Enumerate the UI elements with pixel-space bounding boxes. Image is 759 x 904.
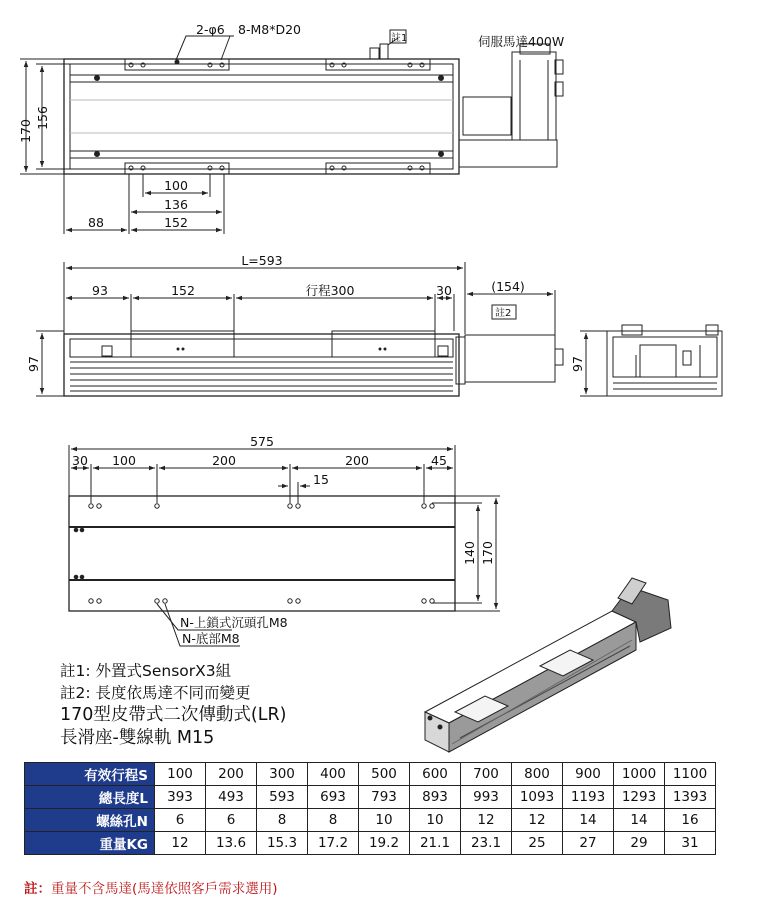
- note-2: 註2: 長度依馬達不同而變更: [60, 684, 251, 702]
- dim-156: 156: [35, 106, 50, 130]
- footnote: [24, 877, 278, 897]
- product-subtitle: 長滑座-雙線軌 M15: [60, 728, 215, 748]
- isometric-view: [425, 578, 671, 752]
- table-cell: 23.1: [461, 832, 512, 855]
- table-cell: 8: [308, 809, 359, 832]
- table-cell: 300: [257, 763, 308, 786]
- side-view: [36, 262, 563, 396]
- row-header: 有效行程S: [25, 763, 155, 786]
- table-cell: 1393: [665, 786, 716, 809]
- table-cell: 800: [512, 763, 563, 786]
- table-cell: 29: [614, 832, 665, 855]
- table-row: [25, 809, 716, 832]
- table-cell: 13.6: [206, 832, 257, 855]
- table-cell: 16: [665, 809, 716, 832]
- dim-15: 15: [313, 472, 329, 487]
- dim-140: 140: [462, 541, 477, 565]
- row-header: 螺絲孔N: [25, 809, 155, 832]
- table-cell: 700: [461, 763, 512, 786]
- dim-170-bottom: 170: [480, 541, 495, 565]
- dim-170-top: 170: [18, 119, 33, 143]
- table-cell: 25: [512, 832, 563, 855]
- table-cell: 21.1: [410, 832, 461, 855]
- table-cell: 17.2: [308, 832, 359, 855]
- motor-label: 伺服馬達400W: [478, 34, 565, 49]
- table-cell: 993: [461, 786, 512, 809]
- end-view: [580, 325, 722, 396]
- row-header: 重量KG: [25, 832, 155, 855]
- table-cell: 14: [614, 809, 665, 832]
- dim-200-right: 200: [345, 453, 369, 468]
- table-row: [25, 786, 716, 809]
- row-header: 總長度L: [25, 786, 155, 809]
- table-cell: 793: [359, 786, 410, 809]
- product-title: 170型皮帶式二次傳動式(LR): [60, 705, 287, 725]
- table-cell: 593: [257, 786, 308, 809]
- notes-block: [60, 660, 286, 750]
- table-cell: 393: [155, 786, 206, 809]
- dim-200-left: 200: [212, 453, 236, 468]
- dim-30-bottom: 30: [72, 453, 88, 468]
- table-row: [25, 763, 716, 786]
- table-cell: 31: [665, 832, 716, 855]
- table-cell: 1000: [614, 763, 665, 786]
- note-1: 註1: 外置式SensorX3組: [60, 662, 232, 680]
- table-cell: 1193: [563, 786, 614, 809]
- table-cell: 600: [410, 763, 461, 786]
- table-cell: 500: [359, 763, 410, 786]
- table-cell: 8: [257, 809, 308, 832]
- dim-100-top: 100: [164, 178, 188, 193]
- dim-154: (154): [491, 279, 525, 294]
- dim-93: 93: [92, 283, 108, 298]
- dim-152-side: 152: [171, 283, 195, 298]
- table-cell: 493: [206, 786, 257, 809]
- table-row: [25, 832, 716, 855]
- dim-97-end: 97: [570, 356, 585, 372]
- callout-counterbore: N-上鎖式沉頭孔M8: [180, 615, 288, 630]
- dim-30-side: 30: [436, 283, 452, 298]
- table-cell: 693: [308, 786, 359, 809]
- table-cell: 27: [563, 832, 614, 855]
- table-cell: 400: [308, 763, 359, 786]
- spec-table: [24, 762, 716, 855]
- dim-136: 136: [164, 197, 188, 212]
- table-cell: 900: [563, 763, 614, 786]
- table-cell: 1100: [665, 763, 716, 786]
- table-cell: 100: [155, 763, 206, 786]
- table-cell: 19.2: [359, 832, 410, 855]
- footnote-text: 重量不含馬達(馬達依照客戶需求選用): [51, 881, 278, 897]
- callout-bottom-m8: N-底部M8: [182, 631, 240, 646]
- top-view: [20, 36, 563, 234]
- holes-label: 2-φ6: [196, 22, 225, 37]
- table-cell: 12: [512, 809, 563, 832]
- table-cell: 893: [410, 786, 461, 809]
- table-cell: 10: [359, 809, 410, 832]
- note2-tag: 註2: [495, 308, 512, 319]
- table-cell: 1093: [512, 786, 563, 809]
- dim-152-top: 152: [164, 215, 188, 230]
- table-cell: 12: [155, 832, 206, 855]
- dim-L: L=593: [241, 253, 283, 268]
- table-cell: 14: [563, 809, 614, 832]
- table-cell: 200: [206, 763, 257, 786]
- dim-88: 88: [88, 215, 104, 230]
- note1-tag: 註1: [391, 33, 408, 44]
- dim-97-side: 97: [26, 356, 41, 372]
- dim-100-bottom: 100: [112, 453, 136, 468]
- table-cell: 6: [206, 809, 257, 832]
- dim-stroke: 行程300: [305, 283, 355, 298]
- footnote-head: 註：: [24, 881, 51, 897]
- table-cell: 6: [155, 809, 206, 832]
- table-cell: 12: [461, 809, 512, 832]
- screw-label: 8-M8*D20: [238, 22, 301, 37]
- table-cell: 10: [410, 809, 461, 832]
- dim-575: 575: [250, 434, 274, 449]
- table-cell: 1293: [614, 786, 665, 809]
- table-cell: 15.3: [257, 832, 308, 855]
- dim-45: 45: [431, 453, 447, 468]
